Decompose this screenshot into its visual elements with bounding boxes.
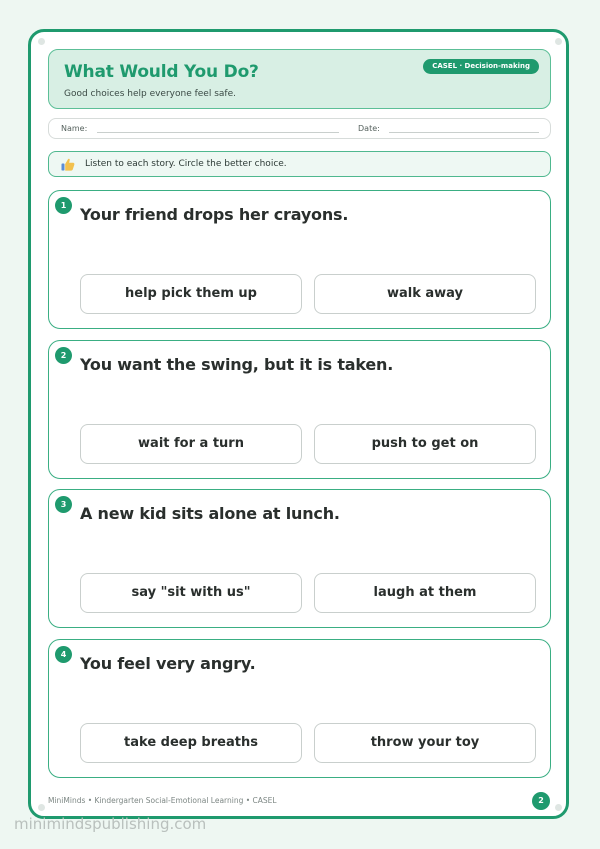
thumbs-up-icon: [61, 158, 75, 171]
question-card: [48, 190, 551, 329]
corner-dot: [555, 804, 562, 811]
date-label: Date:: [358, 124, 380, 133]
choice-button[interactable]: throw your toy: [314, 723, 536, 763]
choice-button[interactable]: walk away: [314, 274, 536, 314]
choice-button[interactable]: take deep breaths: [80, 723, 302, 763]
corner-dot: [555, 38, 562, 45]
page-number-badge: 2: [532, 792, 550, 810]
question-number: 3: [55, 496, 72, 513]
watermark: minimindspublishing.com: [14, 815, 207, 833]
date-field[interactable]: [389, 132, 539, 133]
question-text: Your friend drops her crayons.: [80, 205, 349, 224]
choice-button[interactable]: push to get on: [314, 424, 536, 464]
choice-button[interactable]: help pick them up: [80, 274, 302, 314]
question-text: You feel very angry.: [80, 654, 256, 673]
question-text: A new kid sits alone at lunch.: [80, 504, 340, 523]
page-header: [48, 49, 551, 109]
corner-dot: [38, 38, 45, 45]
name-label: Name:: [61, 124, 88, 133]
footer-text: MiniMinds • Kindergarten Social-Emotional Learning • CASEL: [48, 796, 277, 805]
question-number: 4: [55, 646, 72, 663]
question-number: 2: [55, 347, 72, 364]
casel-badge: CASEL · Decision-making: [423, 59, 539, 74]
page-title: What Would You Do?: [64, 62, 259, 82]
question-number: 1: [55, 197, 72, 214]
choice-button[interactable]: laugh at them: [314, 573, 536, 613]
question-text: You want the swing, but it is taken.: [80, 355, 394, 374]
instruction-bar: [48, 151, 551, 177]
corner-dot: [38, 804, 45, 811]
page-subtitle: Good choices help everyone feel safe.: [64, 89, 236, 99]
question-card: [48, 340, 551, 479]
choice-button[interactable]: wait for a turn: [80, 424, 302, 464]
name-date-bar: [48, 118, 551, 139]
question-card: [48, 489, 551, 628]
choice-button[interactable]: say "sit with us": [80, 573, 302, 613]
question-card: [48, 639, 551, 778]
instruction-text: Listen to each story. Circle the better choice.: [85, 159, 287, 169]
name-field[interactable]: [97, 132, 339, 133]
